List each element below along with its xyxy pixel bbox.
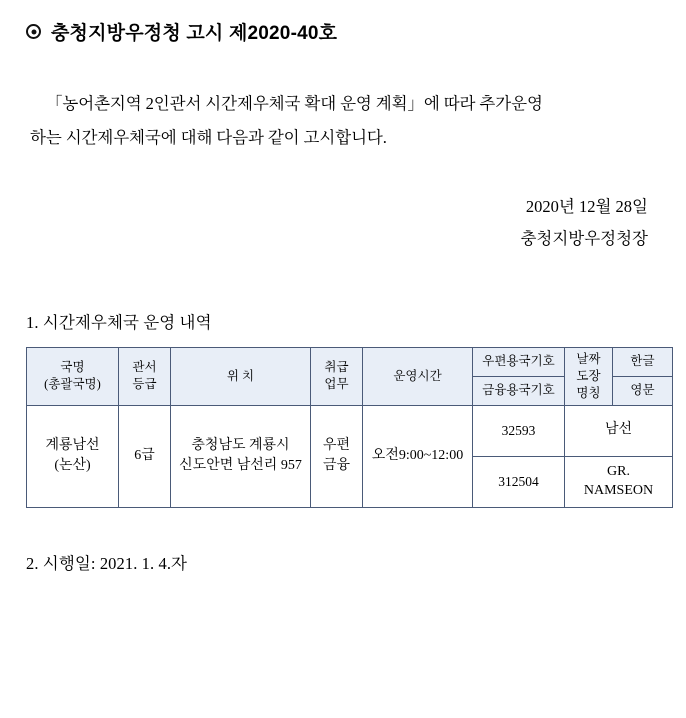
document-signer: 충청지방우정청장 — [520, 228, 648, 248]
header-chwigeup-line-2: 업무 — [324, 377, 349, 392]
cell-stamp-hangul: 남선 — [565, 405, 673, 456]
header-chwigeup-line-1: 취급 — [324, 360, 349, 375]
intro-paragraph-line-2: 하는 시간제우체국에 대해 다음과 같이 고시합니다. — [30, 127, 387, 147]
header-stamp-line-2: 도장 — [576, 368, 601, 383]
table-header-row-1 — [27, 347, 673, 376]
header-post-code-label: 우편용국기호 — [473, 347, 565, 376]
header-deunggeup-line-2: 등급 — [132, 377, 157, 392]
page-title: 충청지방우정청 고시 제2020-40호 — [51, 23, 338, 44]
intro-paragraph — [30, 87, 656, 155]
cell-chwigeup-line-1: 우편 — [322, 437, 351, 453]
table-row — [27, 405, 673, 456]
cell-wichi — [171, 405, 311, 507]
header-wichi: 위 치 — [171, 347, 311, 405]
header-stamp-line-3: 명칭 — [576, 385, 601, 400]
cell-chwigeup — [311, 405, 363, 507]
cell-wichi-line-1: 충청남도 계룡시 — [191, 437, 290, 453]
cell-gukmyeong-line-1: 계룡남선 — [45, 437, 100, 453]
date-signer-block — [0, 191, 648, 255]
header-gukmyeong-line-1: 국명 — [60, 360, 85, 375]
header-finance-code-label: 금융용국기호 — [473, 376, 565, 405]
document-page — [0, 18, 686, 718]
cell-stamp-english — [565, 456, 673, 507]
operating-details-table-wrapper — [26, 347, 660, 508]
cell-stamp-english-line-2: NAMSEON — [583, 482, 654, 498]
header-gukmyeong-line-2: (총괄국명) — [44, 377, 101, 392]
cell-gukmyeong — [27, 405, 119, 507]
cell-deunggeup: 6급 — [119, 405, 171, 507]
cell-gukmyeong-line-2: (논산) — [54, 458, 91, 474]
header-deunggeup — [119, 347, 171, 405]
cell-finance-code: 312504 — [473, 456, 565, 507]
document-date: 2020년 12월 28일 — [525, 196, 648, 216]
header-chwigeup — [311, 347, 363, 405]
header-stamp-name — [565, 347, 613, 405]
document-title-row — [26, 18, 686, 45]
filled-circle-outline-icon — [26, 24, 41, 39]
header-hangul: 한글 — [613, 347, 673, 376]
cell-chwigeup-line-2: 금융 — [322, 458, 351, 474]
header-gukmyeong — [27, 347, 119, 405]
header-stamp-line-1: 날짜 — [576, 351, 601, 366]
header-english: 영문 — [613, 376, 673, 405]
cell-wichi-line-2: 신도안면 남선리 957 — [179, 458, 302, 474]
cell-operating-time: 오전9:00~12:00 — [363, 405, 473, 507]
cell-stamp-english-line-1: GR. — [607, 463, 630, 479]
section-2-heading: 2. 시행일: 2021. 1. 4.자 — [26, 553, 188, 573]
header-operating-time: 운영시간 — [363, 347, 473, 405]
section-1-heading: 1. 시간제우체국 운영 내역 — [26, 312, 212, 332]
intro-paragraph-line-1: 「농어촌지역 2인관서 시간제우체국 확대 운영 계획」에 따라 추가운영 — [46, 94, 543, 113]
operating-details-table — [26, 347, 673, 508]
cell-post-code: 32593 — [473, 405, 565, 456]
header-deunggeup-line-1: 관서 — [132, 360, 157, 375]
